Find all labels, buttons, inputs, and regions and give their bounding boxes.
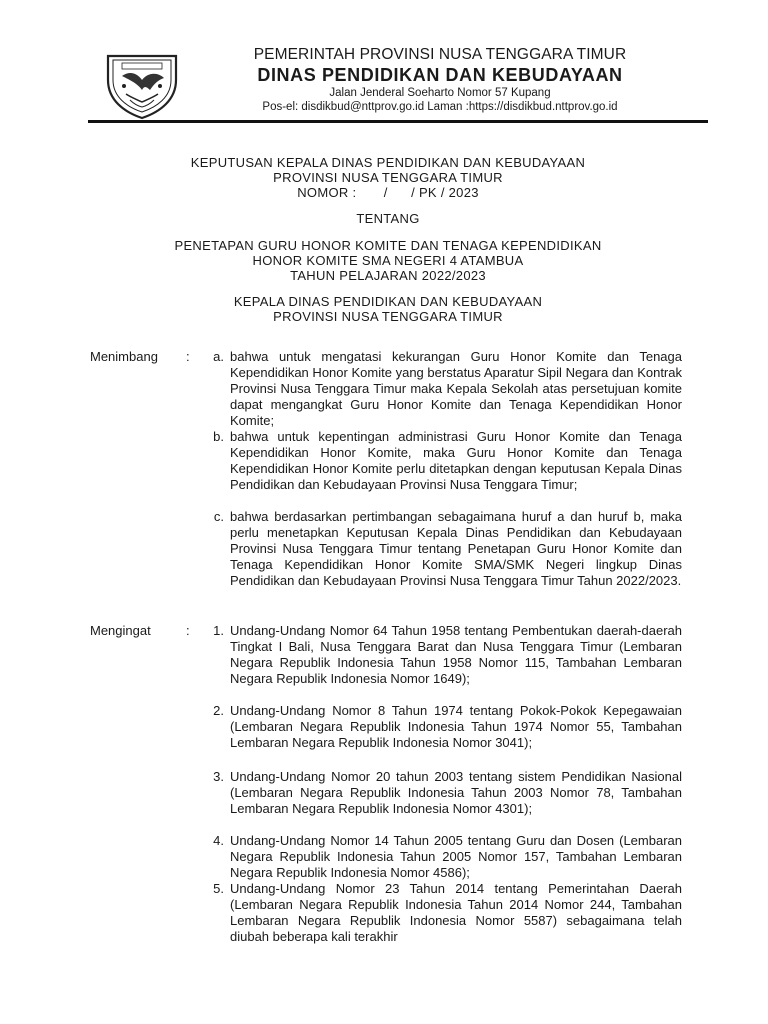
decree-title-line2: PROVINSI NUSA TENGGARA TIMUR bbox=[273, 170, 503, 185]
letterhead-divider bbox=[88, 120, 708, 123]
agency-address: Jalan Jenderal Soeharto Nomor 57 Kupang bbox=[329, 87, 551, 99]
item-text: Undang-Undang Nomor 64 Tahun 1958 tentang Pembentukan daerah-daerah Tingkat I Bali, Nusa Tenggara Barat dan Nusa Tenggara Timur (Lembaran Negara Republik Indonesia Tahun 1958 Nomor 115, Tambahan Lembaran Negara Republik Indonesia Nomor 1649); bbox=[230, 623, 682, 686]
decree-subject bbox=[88, 238, 688, 283]
item-text: Undang-Undang Nomor 14 Tahun 2005 tentang Guru dan Dosen (Lembaran Negara Republik Indonesia Tahun 2005 Nomor 157, Tambahan Lembaran Negara Republik Indonesia Nomor 4586); bbox=[230, 833, 682, 880]
item-marker: 5. bbox=[213, 881, 224, 896]
government-name: PEMERINTAH PROVINSI NUSA TENGGARA TIMUR bbox=[253, 46, 627, 63]
item-marker: b. bbox=[213, 429, 224, 444]
letterhead bbox=[200, 46, 680, 114]
item-marker: 2. bbox=[213, 703, 224, 718]
item-marker: 1. bbox=[213, 623, 224, 638]
agency-contact: Pos-el: disdikbud@nttprov.go.id Laman :https://disdikbud.nttprov.go.id bbox=[262, 101, 618, 113]
decree-subject-line2: HONOR KOMITE SMA NEGERI 4 ATAMBUA bbox=[252, 253, 524, 268]
decree-title-line1: KEPUTUSAN KEPALA DINAS PENDIDIKAN DAN KEBUDAYAAN bbox=[190, 155, 586, 170]
item-text: Undang-Undang Nomor 8 Tahun 1974 tentang Pokok-Pokok Kepegawaian (Lembaran Negara Republik Indonesia Tahun 1974 Nomor 55, Tambahan Lembaran Negara Republik Indonesia Nomor 3041); bbox=[230, 703, 682, 750]
provincial-emblem-icon bbox=[100, 50, 184, 120]
menimbang-label: Menimbang bbox=[90, 349, 158, 364]
item-marker: c. bbox=[213, 509, 224, 524]
item-marker: 4. bbox=[213, 833, 224, 848]
decree-subject-line1: PENETAPAN GURU HONOR KOMITE DAN TENAGA KEPENDIDIKAN bbox=[174, 238, 602, 253]
menimbang-colon: : bbox=[186, 349, 190, 364]
item-marker: 3. bbox=[213, 769, 224, 784]
item-text: bahwa untuk mengatasi kekurangan Guru Honor Komite dan Tenaga Kependidikan Honor Komite yang berstatus Aparatur Sipil Negara dan Kontrak Provinsi Nusa Tenggara Timur maka Kepala Sekolah atas persetujuan komite dapat mengangkat Guru Honor Komite dan Tenaga Kependidikan Honor Komite; bbox=[230, 349, 682, 428]
mengingat-label: Mengingat bbox=[90, 623, 151, 638]
decree-number: NOMOR : / / PK / 2023 bbox=[297, 185, 479, 200]
agency-name: DINAS PENDIDIKAN DAN KEBUDAYAAN bbox=[257, 65, 623, 85]
decree-issuer-line1: KEPALA DINAS PENDIDIKAN DAN KEBUDAYAAN bbox=[233, 294, 543, 309]
item-text: Undang-Undang Nomor 23 Tahun 2014 tentang Pemerintahan Daerah (Lembaran Negara Republik Indonesia Tahun 2014 Nomor 244, Tambahan Lembaran Negara Republik Indonesia Nomor 5587) sebagaimana telah diubah beberapa kali terakhir bbox=[230, 881, 682, 944]
item-marker: a. bbox=[213, 349, 224, 364]
mengingat-colon: : bbox=[186, 623, 190, 638]
decree-issuer bbox=[88, 294, 688, 324]
tentang-heading: TENTANG bbox=[356, 211, 420, 226]
item-text: bahwa berdasarkan pertimbangan sebagaimana huruf a dan huruf b, maka perlu menetapkan Keputusan Kepala Dinas Pendidikan dan Kebudayaan Provinsi Nusa Tenggara Timur tentang Penetapan Guru Honor Komite dan Tenaga Kependidikan Honor Komite SMA/SMK Negeri lingkup Dinas Pendidikan dan Kebudayaan Provinsi Nusa Tenggara Timur Tahun 2022/2023. bbox=[230, 509, 682, 588]
item-text: bahwa untuk kepentingan administrasi Guru Honor Komite dan Tenaga Kependidikan Honor Komite, maka Guru Honor Komite dan Tenaga Kependidikan Honor Komite perlu ditetapkan dengan keputusan Kepala Dinas Pendidikan dan Kebudayaan Provinsi Nusa Tenggara Timur; bbox=[230, 429, 682, 492]
decree-issuer-line2: PROVINSI NUSA TENGGARA TIMUR bbox=[273, 309, 503, 324]
decree-subject-line3: TAHUN PELAJARAN 2022/2023 bbox=[290, 268, 486, 283]
item-text: Undang-Undang Nomor 20 tahun 2003 tentang sistem Pendidikan Nasional (Lembaran Negara Republik Indonesia Tahun 2003 Nomor 78, Tambahan Lembaran Negara Republik Indonesia Nomor 4301); bbox=[230, 769, 682, 816]
decree-title bbox=[88, 155, 688, 200]
